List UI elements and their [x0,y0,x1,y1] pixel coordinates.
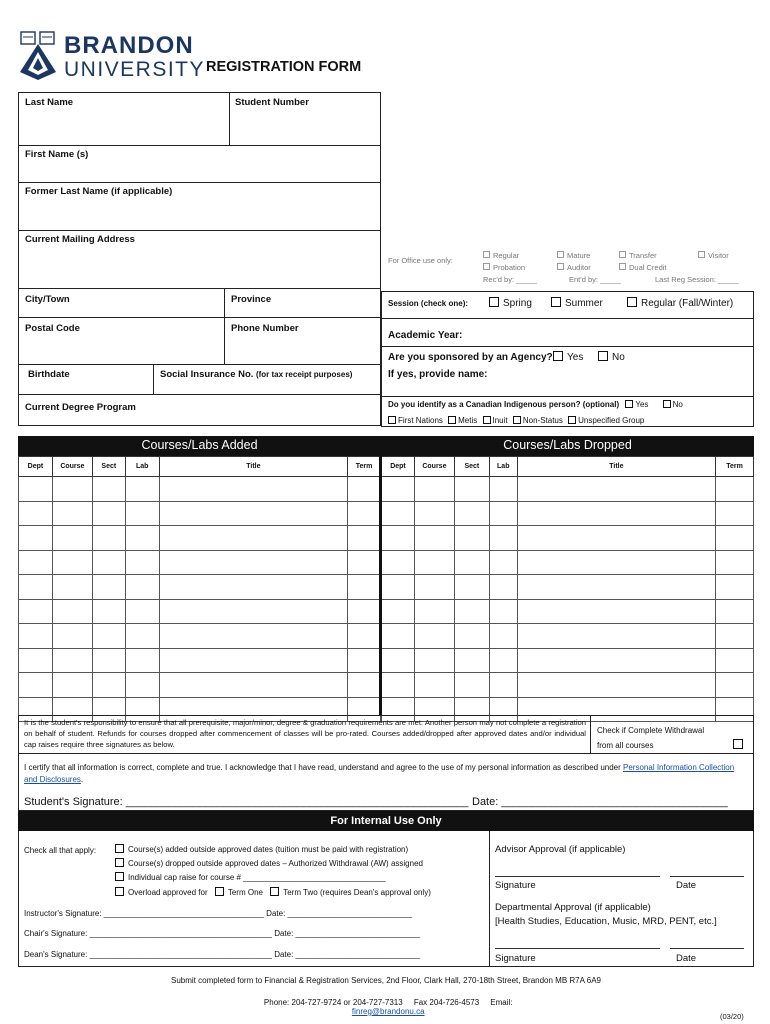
dropped-course-cell[interactable] [414,477,454,502]
added-course-cell[interactable] [348,673,381,698]
dropped-course-cell[interactable] [454,648,489,673]
dropped-course-cell[interactable] [716,501,754,526]
office-entd: Ent'd by: _____ [569,275,621,284]
sponsor-no-checkbox[interactable] [598,351,608,361]
form-version: (03/20) [720,1012,744,1021]
dropped-col-dept: Dept [382,457,415,477]
dropped-course-cell[interactable] [517,575,715,600]
added-course-cell[interactable] [19,575,53,600]
dropped-course-cell[interactable] [382,575,415,600]
unspecified-checkbox[interactable] [568,416,576,424]
dropped-course-cell[interactable] [414,624,454,649]
dropped-col-course: Course [414,457,454,477]
office-regular[interactable] [483,251,519,260]
term-two-checkbox[interactable] [270,887,279,896]
dropped-course-cell[interactable] [489,550,517,575]
added-col-dept: Dept [19,457,53,477]
dept-date-label: Date [676,953,697,964]
added-course-cell[interactable] [92,477,125,502]
dropped-course-row [382,501,754,526]
dropped-course-cell[interactable] [414,648,454,673]
sin-label-text: Social Insurance No. [160,369,254,380]
office-probation-checkbox[interactable] [483,263,490,270]
added-course-cell[interactable] [19,477,53,502]
added-course-cell[interactable] [125,550,159,575]
opt4-text: Overload approved for [128,888,208,897]
added-course-row [19,624,381,649]
internal-title: For Internal Use Only [330,815,442,827]
office-visitor-text: Visitor [708,251,729,260]
dean-signature-line[interactable]: Dean's Signature: _________________________________________ Date: ____________________________ [24,950,421,959]
dropped-course-cell[interactable] [716,575,754,600]
office-use-label: For Office use only: [388,256,453,265]
added-course-cell[interactable] [125,624,159,649]
opt2-text: Course(s) dropped outside approved dates – Authorized Withdrawal (AW) assigned [128,859,423,868]
opt3-text: Individual cap raise for course # ________________________________ [128,873,386,882]
dropped-col-sect: Sect [454,457,489,477]
added-course-cell[interactable] [348,477,381,502]
regular-text: Regular (Fall/Winter) [641,298,734,309]
added-course-cell[interactable] [348,575,381,600]
table-center-divider [379,436,382,716]
added-course-cell[interactable] [159,648,347,673]
courses-dropped-table [381,456,754,722]
added-course-cell[interactable] [125,648,159,673]
dropped-course-cell[interactable] [489,501,517,526]
logo [18,30,206,86]
added-course-cell[interactable] [92,501,125,526]
dropped-course-cell[interactable] [489,477,517,502]
added-course-cell[interactable] [159,477,347,502]
added-course-row [19,673,381,698]
session-spring[interactable] [489,297,532,309]
added-course-cell[interactable] [52,624,92,649]
added-course-cell[interactable] [125,575,159,600]
added-course-cell[interactable] [19,624,53,649]
added-course-cell[interactable] [348,599,381,624]
added-course-cell[interactable] [159,550,347,575]
internal-opt2[interactable] [115,858,423,868]
dropped-course-cell[interactable] [454,526,489,551]
birthdate-label: Birthdate [28,369,70,380]
added-course-cell[interactable] [92,648,125,673]
added-course-row [19,648,381,673]
postal-code-label: Postal Code [25,323,80,334]
added-course-row [19,526,381,551]
courses-dropped-title: Courses/Labs Dropped [503,438,632,452]
indigenous-no-checkbox[interactable] [663,400,671,408]
added-col-lab: Lab [125,457,159,477]
office-visitor[interactable] [698,251,729,260]
added-course-cell[interactable] [125,477,159,502]
non-status-checkbox[interactable] [513,416,521,424]
sponsor-row [388,352,553,363]
added-course-cell[interactable] [159,673,347,698]
withdrawal-divider [590,715,591,754]
dropped-course-cell[interactable] [716,673,754,698]
session-label: Session (check one): [388,299,469,308]
dropped-course-cell[interactable] [454,673,489,698]
dropped-course-cell[interactable] [489,575,517,600]
logo-university: UNIVERSITY [64,58,206,81]
chair-signature-line[interactable]: Chair's Signature: _________________________________________ Date: ____________________________ [24,929,421,938]
office-mature-text: Mature [567,251,591,260]
dropped-course-cell[interactable] [454,501,489,526]
added-course-cell[interactable] [19,501,53,526]
added-course-row [19,501,381,526]
internal-opt4[interactable] [115,887,431,897]
term-one-text: Term One [227,888,263,897]
added-course-cell[interactable] [159,526,347,551]
added-course-cell[interactable] [52,575,92,600]
dropped-course-cell[interactable] [716,648,754,673]
sponsor-divider [381,396,754,397]
city-label: City/Town [25,294,70,305]
dropped-course-row [382,575,754,600]
student-date-line[interactable]: Date: _____________________________________ [472,796,728,808]
dropped-course-row [382,477,754,502]
indigenous-question: Do you identify as a Canadian Indigenous person? (optional) [388,400,620,409]
sin-label [160,369,352,380]
office-transfer[interactable] [619,251,657,260]
dropped-course-cell[interactable] [716,477,754,502]
certify-period: . [80,775,84,784]
office-dual-credit-text: Dual Credit [629,263,667,272]
summer-checkbox[interactable] [551,297,561,307]
session-divider [381,318,754,319]
added-course-cell[interactable] [19,526,53,551]
added-course-cell[interactable] [159,501,347,526]
university-crest-icon [18,30,58,82]
added-course-row [19,477,381,502]
dropped-course-cell[interactable] [517,599,715,624]
dropped-course-cell[interactable] [382,599,415,624]
indigenous-yes: Yes [635,400,649,409]
spring-checkbox[interactable] [489,297,499,307]
added-course-cell[interactable] [125,673,159,698]
dropped-course-row [382,624,754,649]
office-dual-credit[interactable] [619,263,667,272]
office-transfer-checkbox[interactable] [619,251,626,258]
added-col-course: Course [52,457,92,477]
office-regular-text: Regular [493,251,520,260]
added-col-term: Term [348,457,381,477]
inuit: Inuit [492,416,508,425]
dropped-course-cell[interactable] [382,477,415,502]
courses-added-title: Courses/Labs Added [141,438,258,452]
dropped-course-cell[interactable] [382,550,415,575]
office-auditor-text: Auditor [567,263,591,272]
dropped-course-cell[interactable] [489,673,517,698]
office-mature[interactable] [557,251,590,260]
added-course-cell[interactable] [52,501,92,526]
added-course-cell[interactable] [92,575,125,600]
spring-text: Spring [503,298,532,309]
dropped-course-cell[interactable] [414,526,454,551]
dropped-header-row [382,457,754,477]
dropped-col-title: Title [517,457,715,477]
withdrawal-checkbox[interactable] [733,739,743,749]
sponsor-no[interactable] [598,351,625,363]
added-course-cell[interactable] [52,526,92,551]
indigenous-yes-checkbox[interactable] [625,400,633,408]
metis-checkbox[interactable] [448,416,456,424]
privacy-link[interactable]: Personal Information Collection and Disclosures [24,763,735,784]
dropped-course-cell[interactable] [414,501,454,526]
dropped-course-cell[interactable] [517,624,715,649]
added-course-cell[interactable] [125,526,159,551]
office-probation[interactable] [483,263,525,272]
dept-signature-label: Signature [495,953,536,964]
dropped-course-cell[interactable] [454,599,489,624]
form-title: REGISTRATION FORM [206,59,362,75]
added-course-row [19,550,381,575]
added-course-cell[interactable] [52,550,92,575]
term-two-text: Term Two (requires Dean's approval only) [283,888,431,897]
sin-note: (for tax receipt purposes) [255,370,353,379]
advisor-signature-label: Signature [495,880,536,891]
footer-address: Submit completed form to Financial & Registration Services, 2nd Floor, Clark Hall, 270-18th Street, Brandon MB R7A 6A9 [171,976,601,985]
dropped-course-cell[interactable] [489,526,517,551]
unspecified-group: Unspecified Group [578,416,645,425]
dropped-course-row [382,599,754,624]
dropped-course-cell[interactable] [414,550,454,575]
advisor-signature-field[interactable] [495,876,660,877]
office-mature-checkbox[interactable] [557,251,564,258]
non-status: Non-Status [522,416,563,425]
dropped-course-cell[interactable] [517,673,715,698]
dropped-course-cell[interactable] [716,599,754,624]
advisor-date-field[interactable] [670,876,744,877]
dropped-course-row [382,673,754,698]
opt4-checkbox[interactable] [115,887,124,896]
sponsor-yes-text: Yes [567,352,584,363]
former-last-name-label: Former Last Name (if applicable) [25,186,173,197]
session-summer[interactable] [551,297,603,309]
summer-text: Summer [565,298,603,309]
office-recd: Rec'd by: _____ [483,275,537,284]
sponsor-question: Are you sponsored by an Agency? [388,352,553,363]
mailing-address-label: Current Mailing Address [25,234,135,245]
added-course-cell[interactable] [92,624,125,649]
student-signature-line[interactable]: Student's Signature: ________________________________________________________ [24,796,469,808]
indigenous-no: No [672,400,683,409]
office-visitor-checkbox[interactable] [698,251,705,258]
added-course-cell[interactable] [19,550,53,575]
added-course-cell[interactable] [52,599,92,624]
added-course-row [19,575,381,600]
added-course-cell[interactable] [159,575,347,600]
dept-approval-list: [Health Studies, Education, Music, MRD, PENT, etc.] [495,916,717,927]
dept-approval-label: Departmental Approval (if applicable) [495,902,651,913]
check-all-label: Check all that apply: [24,846,97,855]
first-nations: First Nations [398,416,443,425]
dropped-course-cell[interactable] [454,477,489,502]
added-course-cell[interactable] [19,648,53,673]
dropped-course-cell[interactable] [517,550,715,575]
added-course-cell[interactable] [19,599,53,624]
sponsor-no-text: No [612,352,625,363]
dropped-course-cell[interactable] [414,673,454,698]
added-col-title: Title [159,457,347,477]
regular-checkbox[interactable] [627,297,637,307]
last-name-label: Last Name [25,97,74,108]
session-regular[interactable] [627,297,733,309]
dropped-course-cell[interactable] [454,550,489,575]
dropped-course-row [382,550,754,575]
sponsor-name-label: If yes, provide name: [388,369,488,380]
phone-label: Phone Number [231,323,299,334]
internal-opt1[interactable] [115,844,408,854]
withdrawal-line2: from all courses [597,741,654,750]
opt2-checkbox[interactable] [115,858,124,867]
added-course-cell[interactable] [52,477,92,502]
metis: Metis [458,416,478,425]
office-dual-credit-checkbox[interactable] [619,263,626,270]
internal-divider [489,831,490,967]
certify-statement: I certify that all information is correct, complete and true. I acknowledge that I have read, understand and agree to the use of my personal information as described under [24,763,621,772]
added-course-cell[interactable] [19,673,53,698]
added-course-cell[interactable] [125,599,159,624]
office-regular-checkbox[interactable] [483,251,490,258]
added-course-cell[interactable] [348,648,381,673]
dropped-course-cell[interactable] [382,501,415,526]
added-course-cell[interactable] [348,550,381,575]
added-course-cell[interactable] [125,501,159,526]
added-course-cell[interactable] [92,526,125,551]
term-one-checkbox[interactable] [215,887,224,896]
added-course-cell[interactable] [348,624,381,649]
academic-divider [381,346,754,347]
dropped-course-cell[interactable] [489,624,517,649]
student-number-label: Student Number [235,97,309,108]
added-course-cell[interactable] [92,550,125,575]
added-course-cell[interactable] [159,624,347,649]
dept-date-field[interactable] [670,948,744,949]
dropped-course-cell[interactable] [414,599,454,624]
first-nations-checkbox[interactable] [388,416,396,424]
dropped-col-lab: Lab [489,457,517,477]
dropped-course-cell[interactable] [517,477,715,502]
dropped-course-cell[interactable] [716,624,754,649]
footer-email-link[interactable]: finreg@brandonu.ca [351,1007,425,1016]
office-transfer-text: Transfer [629,251,657,260]
dropped-course-cell[interactable] [382,673,415,698]
dropped-course-cell[interactable] [382,624,415,649]
added-course-cell[interactable] [92,673,125,698]
academic-year-label: Academic Year: [388,330,463,341]
advisor-approval-label: Advisor Approval (if applicable) [495,844,626,855]
sponsor-yes[interactable] [553,351,583,363]
added-col-sect: Sect [92,457,125,477]
dropped-course-cell[interactable] [716,526,754,551]
footer-contact [18,989,754,1016]
dropped-course-cell[interactable] [382,526,415,551]
dropped-course-cell[interactable] [517,526,715,551]
added-course-cell[interactable] [52,648,92,673]
dropped-col-term: Term [716,457,754,477]
dept-signature-field[interactable] [495,948,660,949]
opt1-text: Course(s) added outside approved dates (tuition must be paid with registration) [128,845,409,854]
opt1-checkbox[interactable] [115,844,124,853]
footer-phone-fax: Phone: 204-727-9724 or 204-727-7313 Fax 204-726-4573 Email: [263,998,513,1007]
logo-brandon: BRANDON [64,32,194,59]
internal-opt3[interactable] [115,872,386,882]
session-row [388,298,468,309]
indigenous-groups [388,416,644,425]
dropped-course-cell[interactable] [454,624,489,649]
office-auditor-checkbox[interactable] [557,263,564,270]
office-probation-text: Probation [493,263,526,272]
dropped-course-cell[interactable] [517,501,715,526]
added-course-cell[interactable] [159,599,347,624]
indigenous-row [388,400,683,409]
certify-text [24,762,749,786]
dropped-course-cell[interactable] [517,648,715,673]
dropped-course-row [382,648,754,673]
responsibility-text: It is the student's responsibility to ensure that all prerequisite, major/minor, degree & graduation requirements are met. Another person may not complete a registration on behalf of student. Refunds for courses dropped after commencement of classes will be pro-rated. Courses added/dropped after approved dates and/or individual cap raises require three signatures as below. [24,718,586,750]
advisor-date-label: Date [676,880,697,891]
province-label: Province [231,294,272,305]
instructor-signature-line[interactable]: Instructor's Signature: ____________________________________ Date: ____________________________ [24,909,413,918]
office-last-reg: Last Reg Session: _____ [655,275,739,284]
added-header-row [19,457,381,477]
dropped-course-cell[interactable] [382,648,415,673]
opt3-checkbox[interactable] [115,872,124,881]
added-course-cell[interactable] [52,673,92,698]
dropped-course-cell[interactable] [414,575,454,600]
added-course-cell[interactable] [348,501,381,526]
dropped-course-cell[interactable] [489,599,517,624]
dropped-course-row [382,526,754,551]
added-course-row [19,599,381,624]
degree-program-label: Current Degree Program [25,402,136,413]
dropped-course-cell[interactable] [454,575,489,600]
added-course-cell[interactable] [348,526,381,551]
dropped-course-cell[interactable] [716,550,754,575]
withdrawal-line1: Check if Complete Withdrawal [597,726,705,735]
first-name-label: First Name (s) [25,149,89,160]
added-course-cell[interactable] [92,599,125,624]
inuit-checkbox[interactable] [483,416,491,424]
dropped-course-cell[interactable] [489,648,517,673]
office-auditor[interactable] [557,263,591,272]
courses-added-table [18,456,381,722]
sponsor-yes-checkbox[interactable] [553,351,563,361]
